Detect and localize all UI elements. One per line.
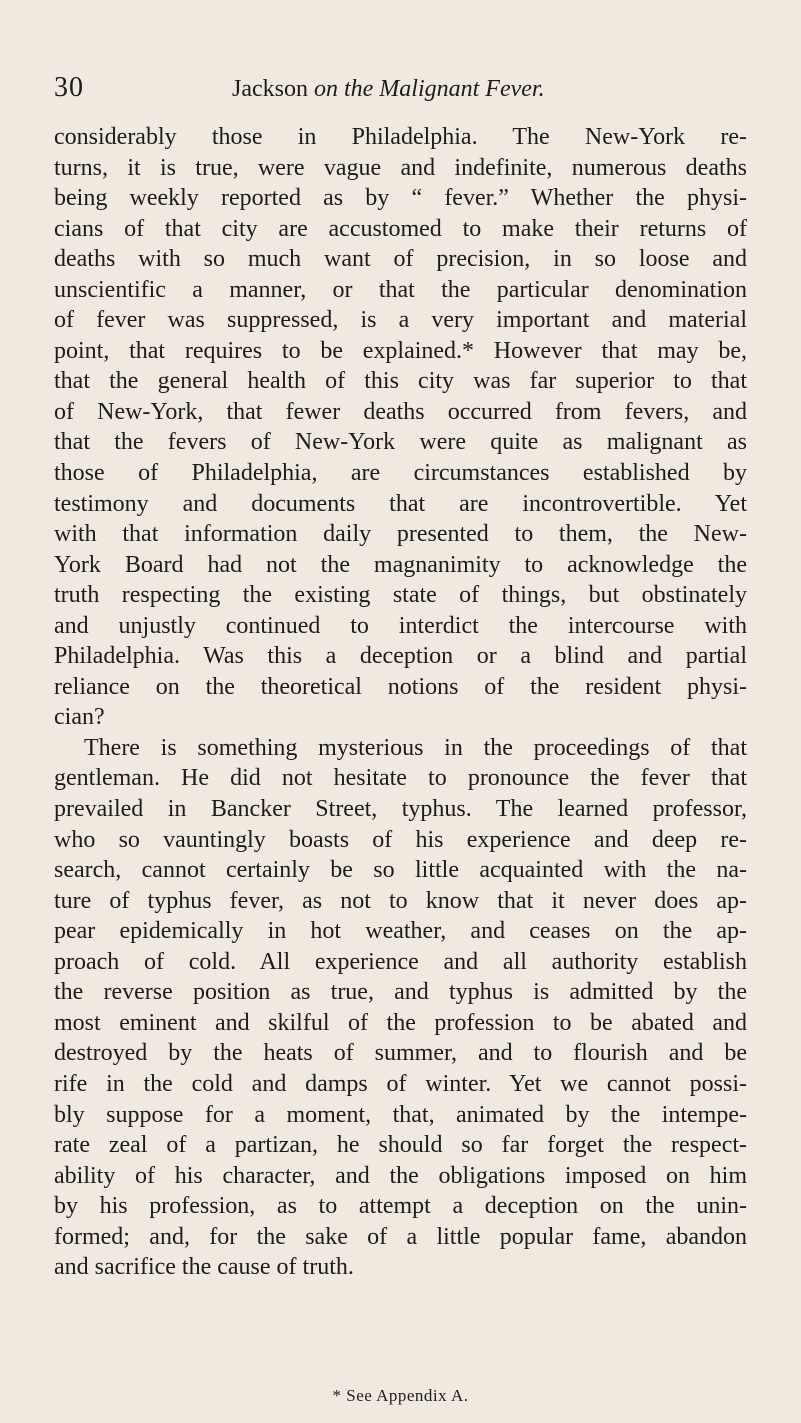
text-line: most eminent and skilful of the profession to be abated and [54,1009,747,1036]
text-line: unscientific a manner, or that the particular denomination [54,276,747,303]
text-line: York Board had not the magnanimity to acknowledge the [54,551,747,578]
text-line: pear epidemically in hot weather, and ceases on the ap- [54,918,747,945]
text-line: ture of typhus fever, as not to know that it never does ap- [54,887,747,914]
text-line: of New-York, that fewer deaths occurred from fevers, and [54,398,747,425]
text-line: cians of that city are accustomed to make their returns of [54,215,747,242]
text-line: who so vauntingly boasts of his experience and deep re- [54,826,747,853]
text-line: and unjustly continued to interdict the intercourse with [54,612,747,639]
text-line: bly suppose for a moment, that, animated by the intempe- [54,1101,747,1128]
text-line: that the general health of this city was far superior to that [54,368,747,395]
text-line: Philadelphia. Was this a deception or a blind and partial [54,643,747,670]
text-line: that the fevers of New-York were quite as malignant as [54,429,747,456]
text-line: destroyed by the heats of summer, and to flourish and be [54,1040,747,1067]
text-line: deaths with so much want of precision, in so loose and [54,246,747,273]
running-head-title: on the Malignant Fever. [313,76,545,102]
text-line: by his profession, as to attempt a deception on the unin- [54,1193,747,1220]
text-line: There is something mysterious in the proceedings of that [84,734,747,761]
text-line: ability of his character, and the obligations imposed on him [54,1162,747,1189]
text-line: point, that requires to be explained.* However that may be, [54,337,747,364]
text-line: those of Philadelphia, are circumstances established by [54,460,747,487]
body-text [54,122,747,1283]
footnote: * See Appendix A. [332,1386,469,1405]
text-line: proach of cold. All experience and all authority establish [54,948,747,975]
running-head-author: Jackson [232,76,308,102]
text-line: the reverse position as true, and typhus is admitted by the [54,979,747,1006]
text-line: testimony and documents that are incontrovertible. Yet [54,490,747,517]
text-line: with that information daily presented to them, the New- [54,521,747,548]
text-line: of fever was suppressed, is a very important and material [54,307,747,334]
text-line: gentleman. He did not hesitate to pronounce the fever that [54,765,747,792]
text-line: considerably those in Philadelphia. The New-York re- [54,124,747,150]
text-line: formed; and, for the sake of a little popular fame, abandon [54,1223,747,1250]
text-line: cian? [54,704,105,731]
page-number: 30 [54,72,84,103]
text-line: turns, it is true, were vague and indefinite, numerous deaths [54,154,747,181]
text-line: truth respecting the existing state of things, but obstinately [54,582,747,609]
text-line: reliance on the theoretical notions of the resident physi- [54,673,747,700]
text-line: rate zeal of a partizan, he should so far forget the respect- [54,1132,747,1159]
text-line: rife in the cold and damps of winter. Yet we cannot possi- [54,1070,747,1097]
text-line: prevailed in Bancker Street, typhus. The learned professor, [54,796,747,823]
page-header [0,72,801,112]
text-line: being weekly reported as by “ fever.” Whether the physi- [54,185,747,212]
running-head [232,76,545,103]
text-line: search, cannot certainly be so little acquainted with the na- [54,857,747,884]
text-line: and sacrifice the cause of truth. [54,1254,354,1281]
